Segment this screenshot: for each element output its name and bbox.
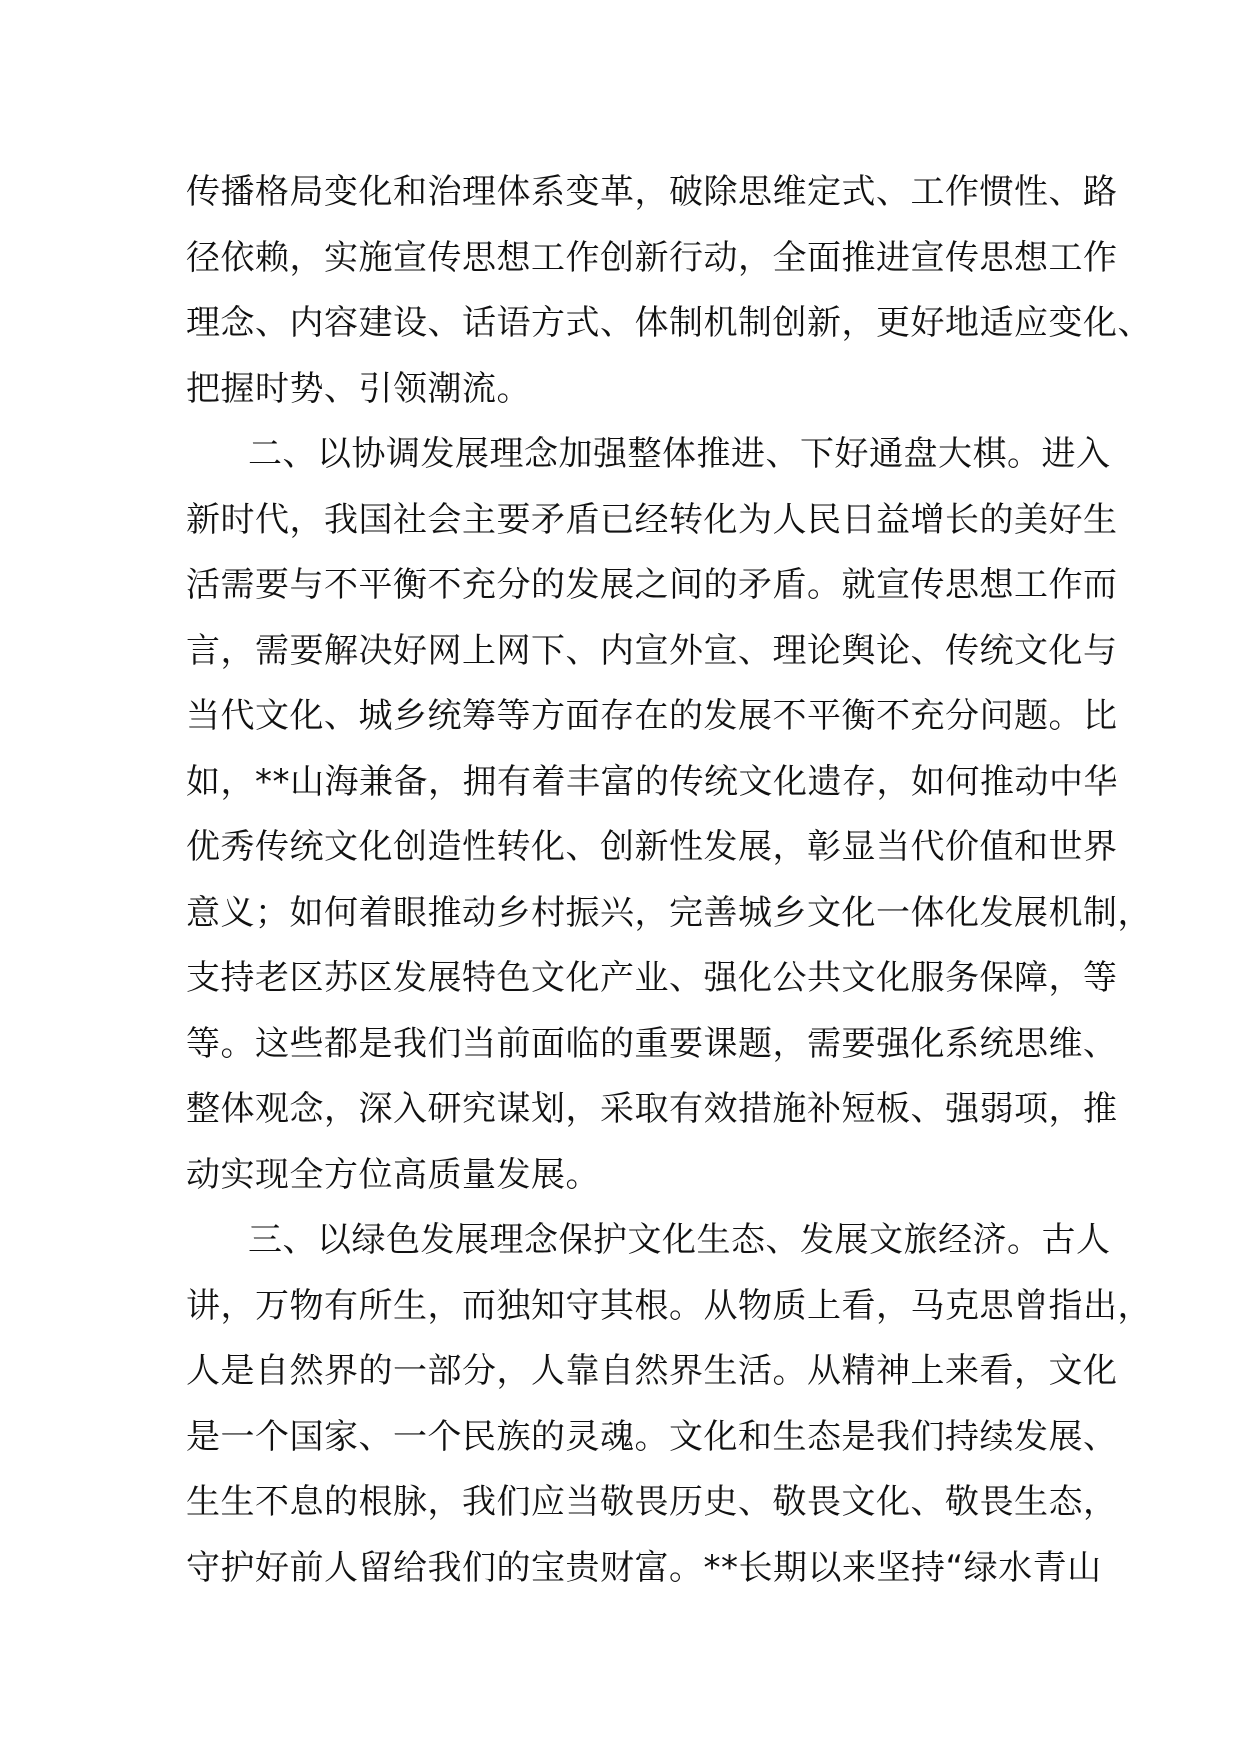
section-heading-line: 二、以协调发展理念加强整体推进、下好通盘大棋。进入: [248, 434, 1111, 474]
text-line: 优秀传统文化创造性转化、创新性发展，彰显当代价值和世界: [186, 827, 1118, 867]
document-body-text: [186, 160, 1152, 1601]
section-heading-line: 三、以绿色发展理念保护文化生态、发展文旅经济。古人: [248, 1220, 1111, 1260]
text-line: 是一个国家、一个民族的灵魂。文化和生态是我们持续发展、: [186, 1416, 1118, 1457]
text-line: 动实现全方位高质量发展。: [186, 1154, 600, 1195]
text-line: 如，**山海兼备，拥有着丰富的传统文化遗存，如何推动中华: [186, 761, 1118, 802]
text-line: 守护好前人留给我们的宝贵财富。**长期以来坚持“绿水青山: [186, 1547, 1102, 1588]
text-line: 把握时势、引领潮流。: [186, 368, 531, 409]
text-line: 新时代，我国社会主要矛盾已经转化为人民日益增长的美好生: [186, 499, 1118, 540]
text-line: 生生不息的根脉，我们应当敬畏历史、敬畏文化、敬畏生态，: [186, 1482, 1118, 1522]
text-line: 支持老区苏区发展特色文化产业、强化公共文化服务保障，等: [186, 958, 1118, 998]
text-line: 传播格局变化和治理体系变革，破除思维定式、工作惯性、路: [186, 172, 1118, 212]
text-line: 意义；如何着眼推动乡村振兴，完善城乡文化一体化发展机制，: [186, 892, 1152, 933]
text-line: 径依赖，实施宣传思想工作创新行动，全面推进宣传思想工作: [186, 237, 1118, 278]
text-line: 人是自然界的一部分，人靠自然界生活。从精神上来看，文化: [186, 1351, 1118, 1391]
text-line: 活需要与不平衡不充分的发展之间的矛盾。就宣传思想工作而: [186, 565, 1118, 605]
text-line: 理念、内容建设、话语方式、体制机制创新，更好地适应变化、: [186, 303, 1152, 343]
text-line: 等。这些都是我们当前面临的重要课题，需要强化系统思维、: [186, 1023, 1118, 1064]
text-line: 讲，万物有所生，而独知守其根。从物质上看，马克思曾指出，: [186, 1285, 1152, 1326]
text-line: 整体观念，深入研究谋划，采取有效措施补短板、强弱项，推: [186, 1089, 1118, 1129]
text-line: 言，需要解决好网上网下、内宣外宣、理论舆论、传统文化与: [186, 630, 1118, 671]
text-line: 当代文化、城乡统筹等方面存在的发展不平衡不充分问题。比: [186, 696, 1118, 736]
